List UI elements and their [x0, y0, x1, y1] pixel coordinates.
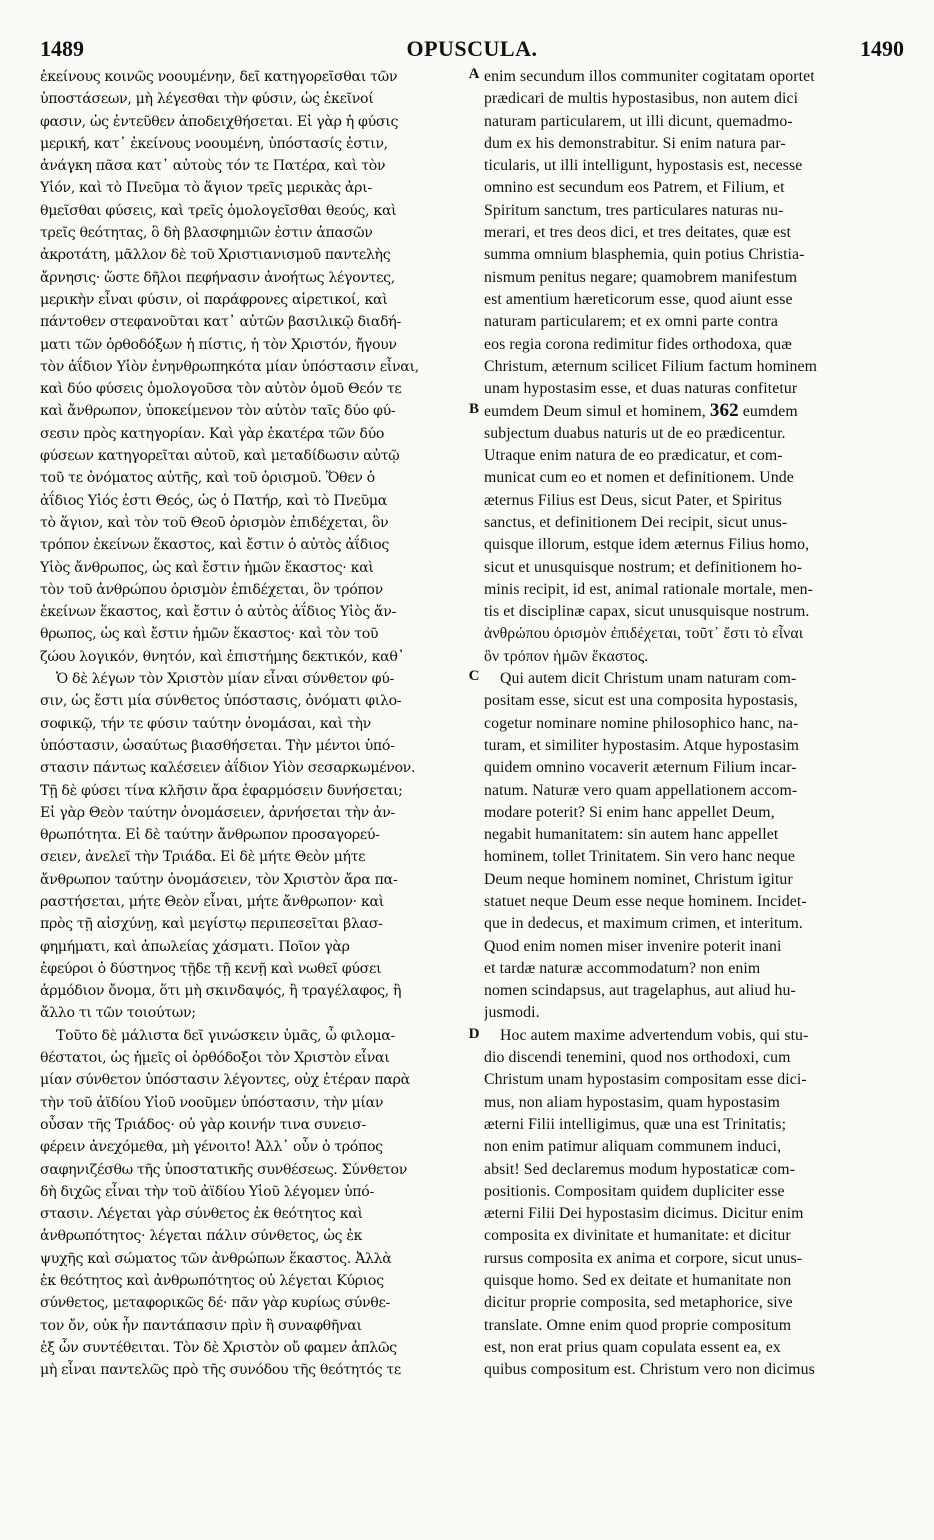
latin-text-line: rursus composita ex anima et corpore, sicut unus-: [484, 1249, 803, 1267]
latin-text-line: sicut et unusquisque nostrum; et definitionem ho-: [484, 558, 803, 576]
greek-text-line: τὸν ἀΐδιον Υἱὸν ἐνηνθρωπηκότα μίαν ὑπόστασιν εἶναι,: [40, 358, 419, 375]
latin-text-line: quisque homo. Sed ex deitate et humanitate non: [484, 1272, 792, 1290]
greek-text-line: στασιν. Λέγεται γὰρ σύνθετος ἐκ θεότητος καὶ: [40, 1206, 363, 1223]
latin-text-line: Quod enim nomen miser invenire poterit inani: [484, 937, 782, 955]
left-page-number: 1489: [40, 36, 84, 61]
latin-text-line: positionis. Compositam quidem dupliciter esse: [484, 1182, 785, 1200]
section-marker-b: B: [468, 401, 479, 417]
greek-text-line: τοῦ τε ὀνόματος αὐτῆς, καὶ τοῦ ὁρισμοῦ. Ὅθεν ὁ: [40, 470, 375, 487]
latin-text-fragment: eumdem Deum simul et hominem,: [484, 403, 710, 421]
latin-text-line: Utraque enim natura de eo prædicatur, et com-: [484, 447, 783, 465]
latin-text-line: que in dedecus, et maximum crimen, et interitum.: [484, 915, 803, 933]
latin-text-line: tis et disciplinæ capax, sicut unusquisque nostrum.: [484, 603, 810, 621]
latin-text-line: minis recipit, id est, animal rationale mortale, men-: [484, 580, 814, 598]
greek-text-line: σειεν, ἀνελεῖ τὴν Τριάδα. Εἰ δὲ μήτε Θεὸν μήτε: [40, 849, 366, 866]
greek-text-line: ἄρνησις· ὥστε δῆλοι πεφήνασιν ἀνοήτως λέγοντες,: [40, 269, 395, 286]
latin-text-line: Christum unam hypostasim compositam esse dici-: [484, 1071, 807, 1089]
greek-text-line: Τῇ δὲ φύσει τίνα κλῆσιν ἄρα ἐφαρμόσειν δυνήσεται;: [40, 782, 403, 799]
latin-text-line: et tardæ naturæ accommodatum? non enim: [484, 959, 761, 977]
greek-text-line: ζώου λογικόν, θνητόν, καὶ ἐπιστήμης δεκτικόν, καθ᾽: [40, 648, 405, 665]
greek-text-line: ἀνάγκη πᾶσα κατ᾽ αὐτοὺς τόν τε Πατέρα, καὶ τὸν: [40, 158, 386, 175]
greek-text-line: οὖσαν τῆς Τριάδος· οὐ γὰρ κοινήν τινα συνεισ-: [40, 1116, 366, 1133]
latin-text-line: composita ex divinitate et humanitate: et dicitur: [484, 1227, 791, 1245]
greek-text-line: φέρειν ἀνεχόμεθα, μὴ γένοιτο! Ἀλλ᾽ οὖν ὁ τρόπος: [40, 1139, 383, 1156]
section-marker-c: C: [468, 668, 480, 684]
latin-text-line: cogetur nominare nomine philosophico hanc, na-: [484, 714, 799, 732]
greek-text-line: μερική, κατ᾽ ἐκείνους νοουμένη, ὑπόστασίς ἐστιν,: [40, 135, 388, 152]
greek-text-line: τρεῖς θεότητας, ὃ δὴ βλασφημιῶν ἐστιν ἁπασῶν: [40, 225, 373, 242]
greek-text-line: φημήματι, καὶ ἀπωλείας χάσματι. Ποῖον γὰρ: [40, 938, 350, 955]
running-title: OPUSCULA.: [406, 36, 538, 61]
greek-text-line: πάντοθεν στεφανοῦται κατ᾽ αὐτῶν βασιλικῷ διαδή-: [40, 314, 401, 331]
greek-text-line: Ὁ δὲ λέγων τὸν Χριστὸν μίαν εἶναι σύνθετον φύ-: [56, 671, 394, 688]
latin-text-line: quisque illorum, estque idem æternus Filius homo,: [484, 536, 810, 554]
column-number: 362: [709, 400, 739, 422]
latin-text-line: unam hypostasim esse, et duas naturas confitetur: [484, 380, 798, 398]
latin-text-line: summa omnium blasphemia, quin potius Christia-: [484, 246, 805, 264]
greek-text-line: Υἱόν, καὶ τὸ Πνεῦμα τὸ ἅγιον τρεῖς μερικὰς ἀρι-: [40, 180, 372, 197]
greek-text-line: ματι τῶν ὀρθοδόξων ἡ πίστις, ἡ τὸν Χριστόν, ἤγουν: [40, 336, 397, 353]
greek-text-line: ἐκείνων ἕκαστος, καὶ ἔστιν ὁ αὐτὸς ἀΐδιος Υἱὸς ἄν-: [40, 604, 396, 621]
greek-text-line: δὴ διχῶς εἶναι τὴν τοῦ ἀϊδίου Υἱοῦ λέγομεν ὑπό-: [40, 1183, 374, 1200]
latin-text-line: natum. Naturæ vero quam appellationem accom-: [484, 781, 798, 799]
greek-text-line: καὶ δύο φύσεις ὁμολογοῦσα τὸν αὐτὸν ὁμοῦ Θεόν τε: [40, 381, 402, 398]
latin-text-line: negabit humanitatem: sin autem hanc appellet: [484, 826, 779, 844]
latin-text-line: naturam particularem; et ex omni parte contra: [484, 313, 778, 331]
greek-text-line: σιν, ὡς ἔστι μία σύνθετος ὑπόστασις, ὀνόματι φιλο-: [40, 693, 402, 710]
right-page-number: 1490: [860, 36, 904, 61]
greek-text-line: τρόπον ἐκείνων ἕκαστος, καὶ ἔστιν ὁ αὐτὸς ἀΐδιος: [40, 537, 389, 554]
greek-text-line: ἐξ ὧν συντέθειται. Τὸν δὲ Χριστὸν οὔ φαμεν ἁπλῶς: [40, 1339, 397, 1356]
greek-text-line: Εἰ γὰρ Θεὸν ταύτην ὀνομάσειεν, ἀρνήσεται τὴν ἀν-: [40, 804, 395, 821]
section-marker-a: A: [468, 66, 480, 82]
greek-text-line: τον ὄν, οὐκ ἦν παντάπασιν πρὶν ἢ συναφθῆναι: [40, 1317, 362, 1334]
greek-column: [40, 66, 468, 1382]
latin-text-line: Qui autem dicit Christum unam naturam com-: [500, 670, 797, 688]
latin-text-line: dicitur proprie composita, sed metaphorice, sive: [484, 1294, 793, 1312]
greek-text-line: ἀΐδιος Υἱός ἐστι Θεός, ὡς ὁ Πατήρ, καὶ τὸ Πνεῦμα: [40, 492, 388, 509]
latin-text-line: Christum, æternum scilicet Filium factum hominem: [484, 357, 817, 375]
latin-text-line: quibus compositum est. Christum vero non dicimus: [484, 1361, 815, 1379]
greek-text-line: Υἱὸς ἄνθρωπος, ὡς καὶ ἔστιν ἡμῶν ἕκαστος· καὶ: [40, 559, 374, 576]
greek-text-line: ψυχῆς καὶ σώματος τῶν ἀνθρώπων ἕκαστος. Ἀλλὰ: [40, 1250, 392, 1267]
latin-text-line: subjectum duabus naturis ut de eo prædicentur.: [484, 424, 786, 442]
latin-text-line: turam, et similiter hypostasim. Atque hypostasim: [484, 736, 800, 754]
latin-text-line: enim secundum illos communiter cogitatam oportet: [484, 68, 815, 85]
latin-text-line: dio discendi tenemini, quod nos orthodoxi, cum: [484, 1049, 791, 1067]
latin-text-line: ἀνθρώπου ὁρισμὸν ἐπιδέχεται, τοῦτ᾽ ἔστι τὸ εἶναι: [484, 625, 804, 643]
latin-column: [484, 66, 906, 1382]
latin-text-line: translate. Omne enim quod proprie compositum: [484, 1316, 792, 1334]
latin-text-line: modare poterit? Si enim hanc appellet Deum,: [484, 803, 775, 821]
latin-text-fragment: eumdem: [738, 403, 798, 421]
greek-text-line: μίαν σύνθετον ὑπόστασιν λέγοντες, οὐχ ἑτέραν παρὰ: [40, 1072, 410, 1089]
greek-text-line: μερικὴν εἶναι φύσιν, οἱ παράφρονες αἱρετικοί, καὶ: [40, 291, 388, 308]
latin-text-line: merari, et tres deos dici, et tres deitates, quæ est: [484, 224, 791, 242]
greek-text-line: φασιν, ὡς ἐντεῦθεν ἀποδειχθήσεται. Εἰ γὰρ ἡ φύσις: [40, 113, 399, 130]
latin-text-line: Spiritum sanctum, tres particulares naturas nu-: [484, 201, 784, 219]
greek-text-line: πρὸς τῇ αἰσχύνῃ, καὶ μεγίστῳ περιπεσεῖται βλασ-: [40, 916, 383, 933]
latin-text-line: æterni Filii Dei hypostasim dicimus. Dicitur enim: [484, 1205, 804, 1223]
greek-text-line: ἐφεύροι ὁ δύστηνος τῇδε τῇ κενῇ καὶ νωθεῖ φύσει: [40, 960, 382, 977]
latin-text-line: positam esse, sicut est una composita hypostasis,: [484, 692, 798, 710]
latin-text-line: non enim patimur aliquam communem induci,: [484, 1138, 782, 1156]
greek-text-line: σύνθετος, μεταφορικῶς δέ· πᾶν γὰρ κυρίως σύνθε-: [40, 1295, 390, 1312]
latin-text-line: absit! Sed declaremus modum hypostaticæ com-: [484, 1160, 796, 1178]
greek-text-line: θρωπος, ὡς καὶ ἔστιν ἡμῶν ἕκαστος· καὶ τὸν τοῦ: [40, 626, 379, 643]
latin-text-line: ὃν τρόπον ἡμῶν ἕκαστος.: [484, 647, 649, 665]
latin-text-line: hominem, tollet Trinitatem. Sin vero hanc neque: [484, 848, 795, 866]
greek-text-line: καὶ ἄνθρωπον, ὑποκείμενον τὸν αὐτὸν ταῖς δύο φύ-: [40, 403, 396, 420]
greek-text-line: θμεῖσθαι φύσεις, καὶ τρεῖς ὁμολογεῖσθαι θεούς, καὶ: [40, 202, 397, 219]
greek-text-line: μὴ εἶναι παντελῶς πρὸ τῆς συνόδου τῆς θεότητός τε: [40, 1362, 401, 1379]
greek-text-line: ὑποστάσεων, μὴ λέγεσθαι τὴν φύσιν, ὡς ἐκεῖνοί: [40, 91, 374, 108]
greek-text-line: τὸν τοῦ ἀνθρώπου ὁρισμὸν ἐπιδέχεται, ὃν τρόπον: [40, 581, 383, 598]
latin-text-line: est, non erat prius quam copulata essent ea, ex: [484, 1338, 781, 1356]
greek-text-line: θέστατοι, ὡς ἡμεῖς οἱ ὀρθόδοξοι τὸν Χριστὸν εἶναι: [40, 1050, 390, 1067]
greek-text-line: ὑπόστασιν, ὡσαύτως βιασθήσεται. Τὴν μέντοι ὑπό-: [40, 737, 395, 754]
greek-text-line: θρωπότητα. Εἰ δὲ ταύτην ἄνθρωπον προσαγορεύ-: [40, 827, 380, 844]
latin-text-line: quidem omnino vocaverit æternum Filium incar-: [484, 759, 797, 777]
greek-text-line: σαφηνιζέσθω τῆς ὑποστατικῆς συνθέσεως. Σύνθετον: [40, 1161, 408, 1178]
greek-text-line: ἄνθρωπον ταύτην ὀνομάσειεν, τὸν Χριστὸν ἄρα πα-: [40, 871, 398, 888]
latin-text-line: ticularis, ut illi intelligunt, hypostasis est, necesse: [484, 157, 803, 175]
greek-text-line: τὴν τοῦ ἀϊδίου Υἱοῦ νοοῦμεν ὑπόστασιν, τὴν μίαν: [40, 1094, 384, 1111]
latin-text-line: Hoc autem maxime advertendum vobis, qui stu-: [500, 1026, 809, 1044]
greek-text-line: ἁρμόδιον ὄνομα, ὅτι μὴ σκινδαψός, ἢ τραγέλαφος, ἢ: [40, 983, 402, 1000]
greek-text-line: ἀκροτάτη, μᾶλλον δὲ τοῦ Χριστιανισμοῦ παντελὴς: [40, 247, 391, 264]
latin-text-line: prædicari de multis hypostasibus, non autem dici: [484, 90, 799, 108]
latin-text-line: sanctus, et definitionem Dei recipit, sicut unus-: [484, 513, 788, 531]
latin-text-line: dum ex his demonstrabitur. Si enim natura par-: [484, 134, 786, 152]
greek-text-line: Τοῦτο δὲ μάλιστα δεῖ γινώσκειν ὑμᾶς, ὦ φιλομα-: [56, 1027, 395, 1044]
greek-text-line: ἐκείνους κοινῶς νοουμένην, δεῖ κατηγορεῖσθαι τῶν: [40, 69, 398, 85]
greek-text-line: ἀνθρωπότητος· λέγεται πάλιν σύνθετος, ὡς ἐκ: [40, 1228, 363, 1245]
latin-text-line: omnino est secundum eos Patrem, et Filium, et: [484, 179, 785, 197]
latin-text-line: statuet neque Deum esse neque hominem. Incidet-: [484, 892, 807, 910]
latin-text-line: Deum neque hominem nominet, Christum igitur: [484, 870, 793, 888]
latin-text-line: municat cum eo et nomen et definitionem. Unde: [484, 469, 794, 487]
greek-text-line: ἄλλο τι τῶν τοιούτων;: [40, 1005, 196, 1022]
latin-text-line: eos regia corona redimitur fides orthodoxa, quæ: [484, 335, 792, 353]
latin-text-line: est amentium hæreticorum esse, quod aiunt esse: [484, 290, 793, 308]
greek-text-line: στασιν πάντως καλέσειεν ἀΐδιον Υἱὸν σεσαρκωμένον.: [40, 760, 416, 777]
greek-text-line: τὸ ἅγιον, καὶ τὸν τοῦ Θεοῦ ὁρισμὸν ἐπιδέχεται, ὃν: [40, 514, 389, 531]
latin-text-line: jusmodi.: [484, 1004, 540, 1022]
latin-text-line: æternus Filius est Deus, sicut Pater, et Spiritus: [484, 491, 782, 509]
latin-text-line: [484, 400, 906, 422]
greek-text-line: σεσιν πρὸς κατηγορίαν. Καὶ γὰρ ἑκατέρα τῶν δύο: [40, 425, 385, 442]
greek-text-line: φύσεων κατηγορεῖται αὐτοῦ, καὶ μεταδίδωσιν αὐτῷ: [40, 448, 400, 465]
section-marker-d: D: [468, 1026, 480, 1042]
page-header: [40, 36, 904, 64]
latin-text-line: naturam particularem, ut illi dicunt, quemadmo-: [484, 112, 793, 130]
greek-text-line: ραστήσεται, μήτε Θεὸν εἶναι, μήτε ἄνθρωπον· καὶ: [40, 893, 384, 910]
latin-text-line: nomen scindapsus, aut tragelaphus, aut aliud hu-: [484, 982, 796, 1000]
greek-text-line: σοφικῷ, τήν τε φύσιν ταύτην ὀνομάσαι, καὶ τὴν: [40, 715, 371, 732]
latin-text-line: æterni Filii intelligimus, quæ una est Trinitatis;: [484, 1115, 787, 1133]
latin-text-line: nismum penitus negare; quamobrem manifestum: [484, 268, 798, 286]
latin-text-line: mus, non aliam hypostasim, quam hypostasim: [484, 1093, 780, 1111]
greek-text-line: ἐκ θεότητος καὶ ἀνθρωπότητος οὐ λέγεται Κύριος: [40, 1273, 384, 1290]
